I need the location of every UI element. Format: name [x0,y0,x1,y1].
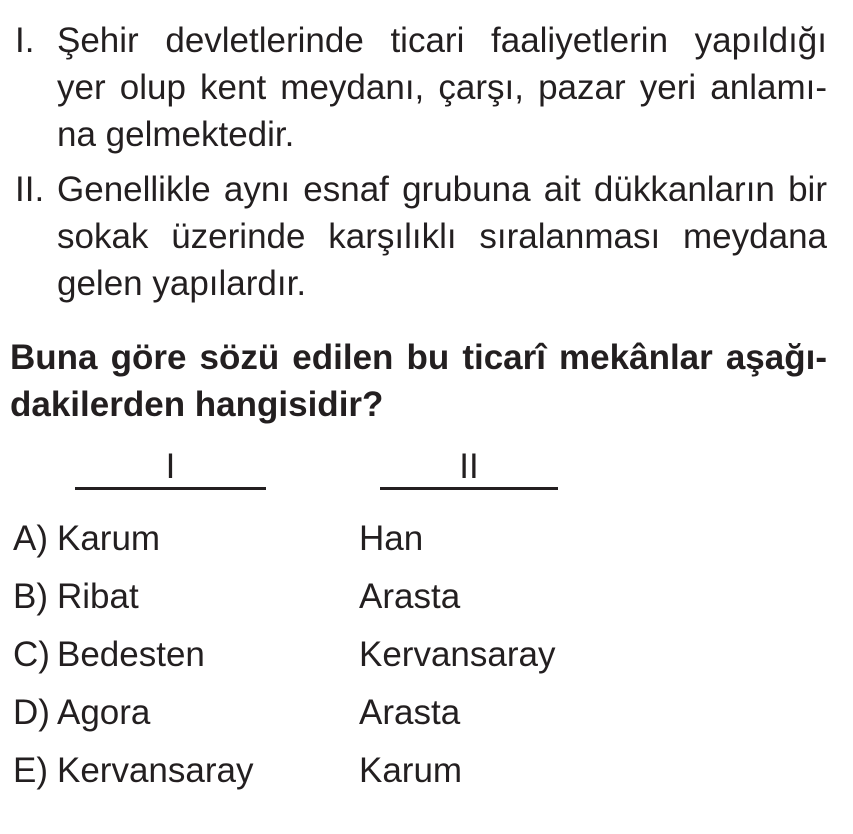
option-row-e[interactable] [0,747,853,794]
passage-item-2-text [57,166,827,307]
passage-item-1-line-1: Şehir devletlerinde ticari faaliyetlerin yapıldığı [57,21,827,60]
passage-item-1-line-3: na gelmektedir. [57,115,295,154]
option-a-second: Han [359,519,424,558]
column-header-2: II [380,448,558,490]
option-row-a[interactable] [0,515,853,562]
passage [0,17,853,307]
option-e-first: Kervansaray [57,751,254,790]
option-c-letter: C) [13,635,50,674]
passage-item-2-line-2: sokak üzerinde karşılıklı sıralanması meydana [57,217,827,256]
option-b-second: Arasta [359,577,461,616]
options-list [0,515,853,794]
passage-item-2-line-1: Genellikle aynı esnaf grubuna ait dükkanların bir [57,170,827,209]
option-a-letter: A) [13,519,48,558]
option-b-letter: B) [13,577,48,616]
passage-item-1-marker: I. [15,21,35,60]
option-row-b[interactable] [0,573,853,620]
passage-item-2-line-3: gelen yapılardır. [57,264,307,303]
passage-item-2-marker: II. [15,170,45,209]
option-e-letter: E) [13,751,48,790]
passage-item-1 [0,17,853,158]
column-header-1: I [75,448,266,490]
option-row-d[interactable] [0,689,853,736]
option-e-second: Karum [359,751,463,790]
passage-item-1-line-2: yer olup kent meydanı, çarşı, pazar yeri anlamı- [57,68,827,107]
question-line-1: Buna göre sözü edilen bu ticarî mekânlar aşağı- [10,338,827,377]
option-d-second: Arasta [359,693,461,732]
option-c-second: Kervansaray [359,635,556,674]
option-c-first: Bedesten [57,635,205,674]
answer-column-headers [0,436,853,498]
passage-item-2 [0,166,853,307]
option-d-letter: D) [13,693,50,732]
option-b-first: Ribat [57,577,139,616]
option-a-first: Karum [57,519,161,558]
question-line-2: dakilerden hangisidir? [10,385,384,424]
option-d-first: Agora [57,693,151,732]
option-row-c[interactable] [0,631,853,678]
passage-item-1-text [57,17,827,158]
question-stem [10,334,827,428]
